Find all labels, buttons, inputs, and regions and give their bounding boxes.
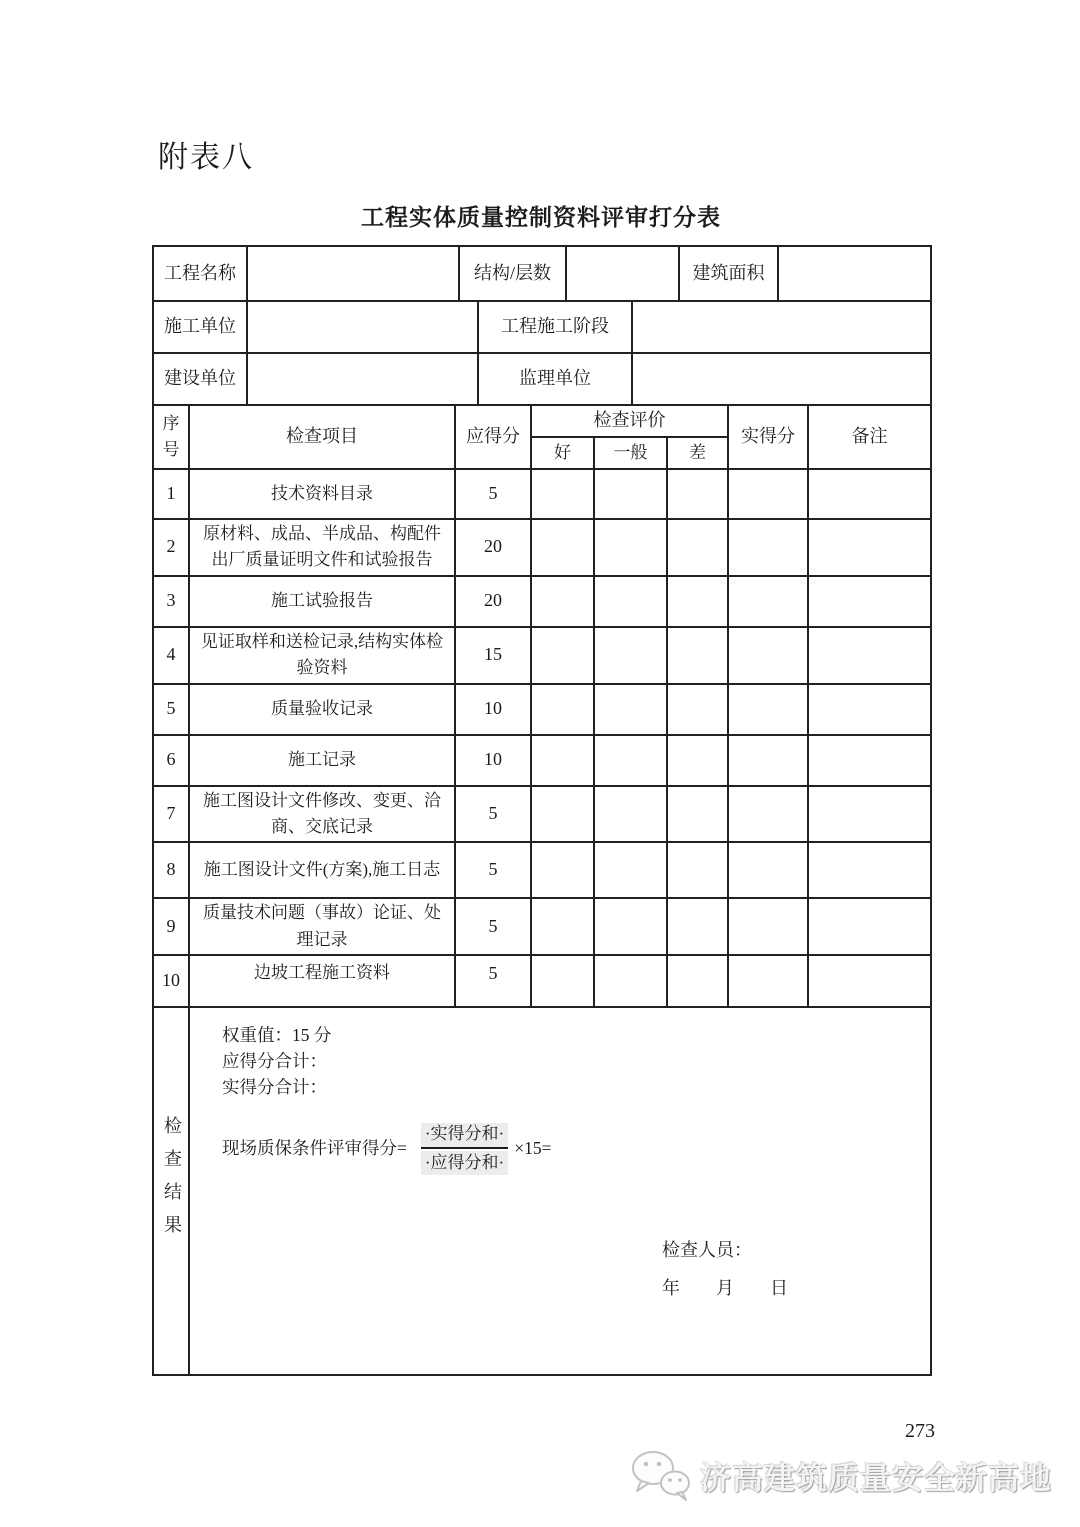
item-column-header: 检查项目 [189,405,455,469]
owner-label: 建设单位 [153,353,247,405]
actual-score-cell [728,684,808,735]
eval-poor-cell [667,955,728,1007]
project-name-label: 工程名称 [153,246,247,301]
row-no: 10 [153,955,189,1007]
result-content-cell [189,1007,931,1375]
eval-good-cell [531,786,594,843]
row-due-score: 5 [455,955,531,1007]
formula-fraction [421,1123,508,1175]
row-due-score: 15 [455,627,531,684]
contractor-label: 施工单位 [153,301,247,353]
table-header-row [153,405,931,437]
actual-score-cell [728,898,808,955]
eval-good-cell [531,576,594,627]
eval-fair-cell [594,955,667,1007]
page-title: 工程实体质量控制资料评审打分表 [361,204,721,230]
row-item: 质量技术问题（事故）论证、处理记录 [189,898,455,955]
row-due-score: 5 [455,842,531,898]
formula-label: 现场质保条件评审得分= [222,1138,407,1159]
row-due-score: 20 [455,519,531,576]
row-no: 4 [153,627,189,684]
row-due-score: 5 [455,898,531,955]
table-row [153,519,931,576]
actual-score-cell [728,735,808,786]
eval-good-cell [531,469,594,519]
formula-denominator: ·应得分和· [421,1151,508,1175]
row-item: 技术资料目录 [189,469,455,519]
actual-score-cell [728,519,808,576]
eval-poor-cell [667,627,728,684]
row-no: 6 [153,735,189,786]
table-row [153,627,931,684]
page-number: 273 [905,1420,935,1442]
actual-score-cell [728,469,808,519]
remark-column-header: 备注 [808,405,931,469]
wechat-logo-icon [630,1448,692,1502]
table-row [153,469,931,519]
eval-good-cell [531,735,594,786]
due-total-line: 应得分合计： [222,1051,327,1072]
remark-cell [808,786,931,843]
eval-fair-cell [594,842,667,898]
row-no: 5 [153,684,189,735]
eval-good-cell [531,684,594,735]
eval-fair-header: 一般 [594,437,667,469]
row-due-score: 5 [455,469,531,519]
row-item: 见证取样和送检记录,结构实体检验资料 [189,627,455,684]
row-due-score: 5 [455,786,531,843]
actual-score-cell [728,786,808,843]
actual-score-cell [728,842,808,898]
row-no: 2 [153,519,189,576]
row-item: 质量验收记录 [189,684,455,735]
evaluation-column-header: 检查评价 [531,405,728,437]
eval-fair-cell [594,469,667,519]
weight-line: 权重值：15 分 [222,1024,332,1045]
project-name-value [247,246,459,301]
row-no: 7 [153,786,189,843]
eval-fair-cell [594,898,667,955]
watermark [630,1448,1052,1502]
eval-fair-cell [594,786,667,843]
remark-cell [808,842,931,898]
eval-good-header: 好 [531,437,594,469]
form-tables [152,245,930,1376]
score-table [152,404,932,1008]
table-row [153,301,931,353]
row-due-score: 10 [455,735,531,786]
construction-stage-label: 工程施工阶段 [478,301,632,353]
formula-numerator: ·实得分和· [421,1123,508,1149]
eval-poor-cell [667,842,728,898]
eval-fair-cell [594,684,667,735]
row-item: 施工试验报告 [189,576,455,627]
page-tag: 附表八 [158,141,254,174]
eval-poor-cell [667,735,728,786]
supervision-unit-value [632,353,931,405]
inspector-line: 检查人员： [662,1239,752,1260]
remark-cell [808,955,931,1007]
contractor-value [247,301,478,353]
eval-fair-cell [594,576,667,627]
building-area-label: 建筑面积 [679,246,778,301]
eval-fair-cell [594,735,667,786]
eval-good-cell [531,842,594,898]
eval-poor-header: 差 [667,437,728,469]
table-row [153,735,931,786]
table-row [153,1007,931,1375]
eval-fair-cell [594,519,667,576]
construction-stage-value [632,301,931,353]
remark-cell [808,519,931,576]
structure-floors-label: 结构/层数 [459,246,566,301]
structure-floors-value [566,246,679,301]
eval-poor-cell [667,786,728,843]
row-item: 原材料、成品、半成品、构配件出厂质量证明文件和试验报告 [189,519,455,576]
inspector-block [662,1232,788,1308]
table-row [153,786,931,843]
row-item: 施工图设计文件修改、变更、洽商、交底记录 [189,786,455,843]
row-due-score: 20 [455,576,531,627]
owner-value [247,353,478,405]
result-vertical-label: 检查结果 [161,1115,182,1248]
formula-suffix: ×15= [514,1138,552,1159]
result-section [152,1006,932,1376]
supervision-unit-label: 监理单位 [478,353,632,405]
table-row [153,898,931,955]
table-row [153,955,931,1007]
row-item: 边坡工程施工资料 [189,955,455,1007]
eval-poor-cell [667,519,728,576]
remark-cell [808,684,931,735]
eval-poor-cell [667,576,728,627]
actual-total-line: 实得分合计： [222,1077,327,1098]
row-due-score: 10 [455,684,531,735]
score-formula [222,1123,930,1175]
eval-fair-cell [594,627,667,684]
actual-score-cell [728,955,808,1007]
row-no: 8 [153,842,189,898]
row-item: 施工记录 [189,735,455,786]
actual-score-cell [728,576,808,627]
info-table [152,245,932,406]
remark-cell [808,627,931,684]
remark-cell [808,576,931,627]
table-row [153,576,931,627]
watermark-text: 济高建筑质量安全新高地 [700,1460,1052,1496]
remark-cell [808,469,931,519]
building-area-value [778,246,931,301]
row-item: 施工图设计文件(方案),施工日志 [189,842,455,898]
row-no: 1 [153,469,189,519]
eval-poor-cell [667,898,728,955]
eval-good-cell [531,627,594,684]
eval-good-cell [531,955,594,1007]
table-row [153,684,931,735]
date-line: 年 月 日 [662,1277,788,1298]
eval-good-cell [531,519,594,576]
table-row [153,353,931,405]
seq-column-header: 序号 [153,405,189,469]
row-no: 3 [153,576,189,627]
actual-score-cell [728,627,808,684]
table-row [153,246,931,301]
eval-poor-cell [667,469,728,519]
remark-cell [808,735,931,786]
table-row [153,842,931,898]
row-no: 9 [153,898,189,955]
due-score-column-header: 应得分 [455,405,531,469]
remark-cell [808,898,931,955]
eval-good-cell [531,898,594,955]
result-vertical-label-cell [153,1007,189,1375]
actual-score-column-header: 实得分 [728,405,808,469]
eval-poor-cell [667,684,728,735]
